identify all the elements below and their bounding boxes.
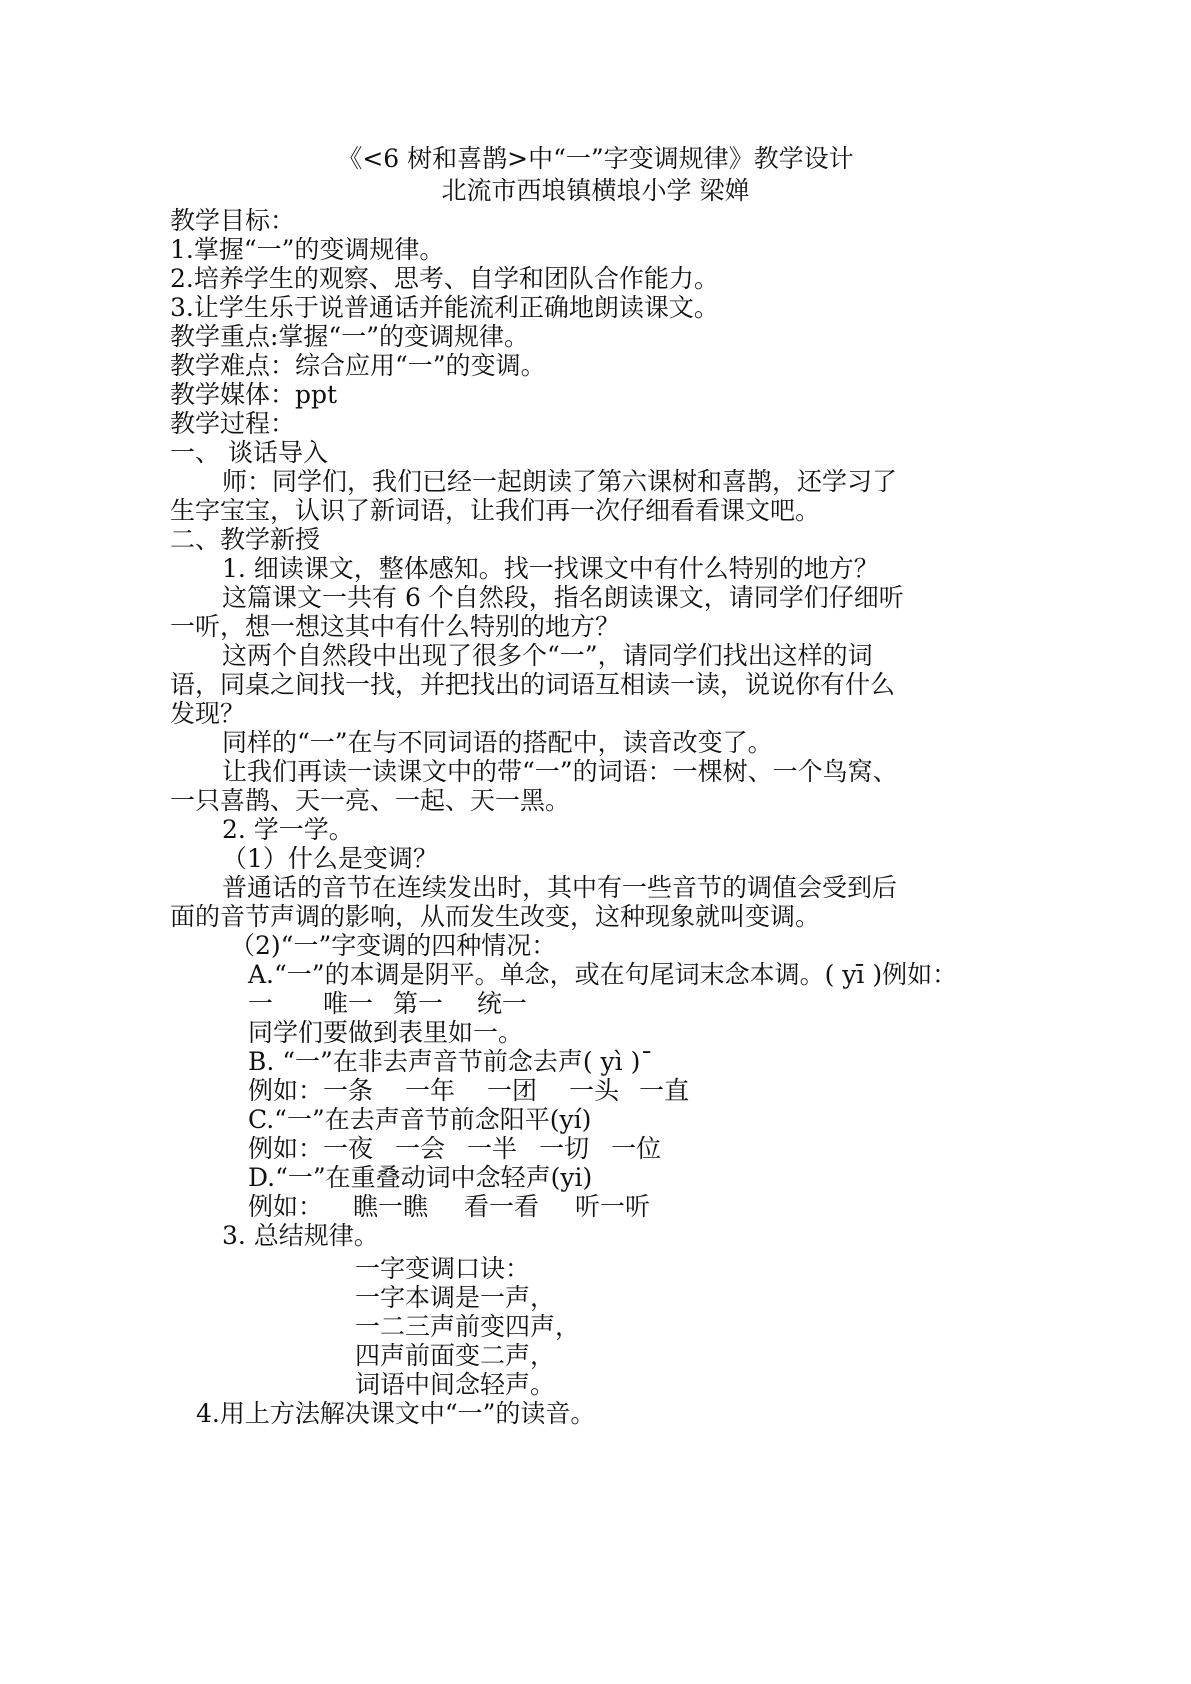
example-word: 一半 [467, 1134, 518, 1163]
example-prefix: 例如： [248, 1134, 324, 1163]
rhyme-line: 一字变调口诀： [355, 1254, 531, 1283]
example-word: 瞧一瞧 [353, 1192, 429, 1221]
case-c: C.“一”在去声音节前念阳平(yí) [248, 1105, 592, 1134]
objectives-label: 教学目标： [170, 206, 296, 235]
step-heading: 2. 学一学。 [222, 815, 354, 844]
example-word: 一头 [569, 1076, 620, 1105]
example-word: 唯一 [323, 989, 374, 1018]
paragraph-line: 这篇课文一共有 6 个自然段，指名朗读课文，请同学们仔细听 [222, 583, 904, 612]
example-word: 一团 [487, 1076, 538, 1105]
rhyme-line: 一字本调是一声， [355, 1283, 556, 1312]
case-d: D.“一”在重叠动词中念轻声(yi) [248, 1163, 593, 1192]
case-c-examples [248, 1133, 661, 1165]
objective-item: 1.掌握“一”的变调规律。 [170, 235, 445, 264]
case-a-examples [248, 988, 527, 1020]
example-word: 一会 [395, 1134, 446, 1163]
paragraph-line: 师：同学们，我们已经一起朗读了第六课树和喜鹊，还学习了 [222, 467, 898, 496]
question-heading: （2)“一”字变调的四种情况： [230, 931, 557, 960]
rhyme-line: 词语中间念轻声。 [355, 1370, 556, 1399]
paragraph-line: 发现？ [170, 699, 246, 728]
step-heading: 3. 总结规律。 [222, 1221, 379, 1250]
example-word: 统一 [477, 989, 528, 1018]
case-b: B. “一”在非去声音节前念去声( yì )ˉ [248, 1047, 653, 1076]
paragraph-line: 一听，想一想这其中有什么特别的地方？ [170, 612, 621, 641]
document-title: 《<6 树和喜鹊>中“一”字变调规律》教学设计 [337, 144, 854, 173]
example-word: 一直 [639, 1076, 690, 1105]
example-word: 一年 [405, 1076, 456, 1105]
step-heading: 1. 细读课文，整体感知。找一找课文中有什么特别的地方？ [222, 554, 879, 583]
example-word: 一切 [539, 1134, 590, 1163]
process-label: 教学过程： [170, 409, 296, 438]
case-a-sentence: 同学们要做到表里如一。 [248, 1018, 524, 1047]
example-word: 听一听 [575, 1192, 651, 1221]
paragraph-line: 同样的“一”在与不同词语的搭配中，读音改变了。 [222, 728, 773, 757]
rhyme-line: 四声前面变二声， [355, 1341, 556, 1370]
example-word: 一 [248, 989, 274, 1018]
objective-item: 2.培养学生的观察、思考、自学和团队合作能力。 [170, 264, 719, 293]
case-d-examples [248, 1191, 650, 1223]
rhyme-line: 一二三声前变四声， [355, 1312, 581, 1341]
paragraph-line: 语，同桌之间找一找，并把找出的词语互相读一读，说说你有什么 [170, 670, 896, 699]
key-point: 教学重点:掌握“一”的变调规律。 [170, 322, 529, 351]
example-prefix: 例如： [248, 1076, 324, 1105]
paragraph-line: 一只喜鹊、天一亮、一起、天一黑。 [170, 786, 571, 815]
example-prefix: 例如： [248, 1192, 324, 1221]
case-b-examples [248, 1075, 689, 1107]
objective-item: 3.让学生乐于说普通话并能流利正确地朗读课文。 [170, 293, 719, 322]
example-word: 一位 [611, 1134, 662, 1163]
example-word: 一条 [323, 1076, 374, 1105]
paragraph-line: 让我们再读一读课文中的带“一”的词语：一棵树、一个鸟窝、 [222, 757, 898, 786]
difficulty: 教学难点：综合应用“一”的变调。 [170, 351, 546, 380]
step-heading: 4.用上方法解决课文中“一”的读音。 [196, 1399, 596, 1428]
paragraph-line: 这两个自然段中出现了很多个“一”，请同学们找出这样的词 [222, 641, 873, 670]
case-a: A.“一”的本调是阴平。单念，或在句尾词末念本调。( yī )例如： [248, 960, 958, 989]
example-word: 一夜 [323, 1134, 374, 1163]
section-heading: 二、教学新授 [170, 525, 321, 554]
question-heading: （1）什么是变调？ [222, 844, 438, 873]
example-word: 看一看 [464, 1192, 540, 1221]
section-heading: 一、 谈话导入 [170, 438, 328, 467]
paragraph-line: 生字宝宝，认识了新词语，让我们再一次仔细看看课文吧。 [170, 496, 821, 525]
paragraph-line: 普通话的音节在连续发出时，其中有一些音节的调值会受到后 [222, 873, 898, 902]
media: 教学媒体：ppt [170, 380, 338, 409]
example-word: 第一 [393, 989, 444, 1018]
paragraph-line: 面的音节声调的影响，从而发生改变，这种现象就叫变调。 [170, 902, 821, 931]
document-author: 北流市西埌镇横埌小学 梁婵 [441, 176, 750, 205]
